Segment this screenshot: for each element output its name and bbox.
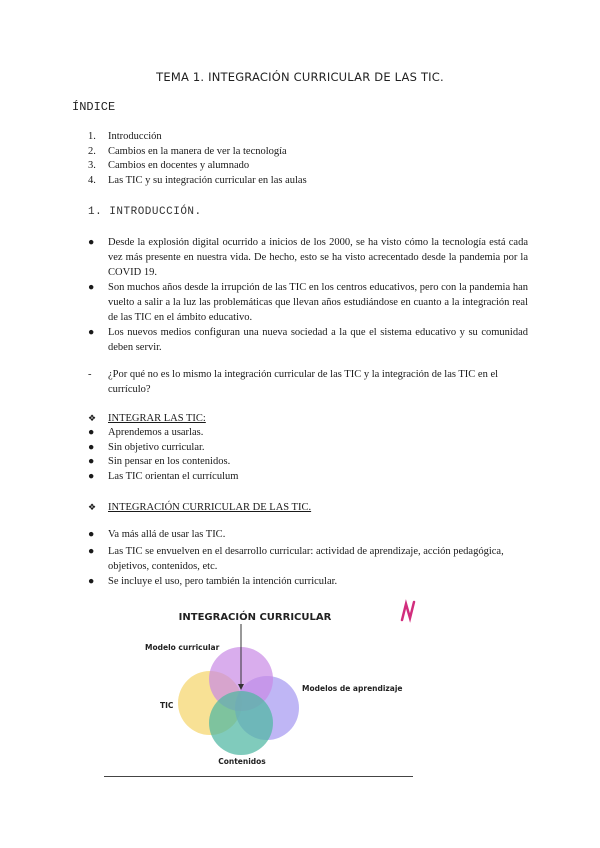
intro-paragraph: [88, 325, 528, 355]
integrar-list: [88, 426, 238, 484]
list-item-text: Las TIC orientan el currículum: [108, 470, 239, 482]
bullet-dot: ●: [88, 576, 95, 587]
diamond-bullet-icon: ❖: [88, 503, 97, 513]
list-item-text: Va más allá de usar las TIC.: [108, 529, 226, 540]
subheading-integracion-text: INTEGRACIÓN CURRICULAR DE LAS TIC.: [108, 502, 312, 513]
intro-paragraph-text: Desde la explosión digital ocurrido a inicios de los 2000, se ha visto cómo la tecnología está cada vez más presente en nuestra vida. De hecho, esto se ha visto acrecentado desde la pandemia por la COVID 19.: [108, 237, 528, 278]
index-item-number: 3.: [88, 160, 96, 171]
subheading-integracion: [88, 500, 311, 516]
section-heading-introduccion: 1. INTRODUCCIÓN.: [88, 206, 202, 218]
list-item: [88, 544, 528, 574]
list-item: [88, 426, 238, 441]
index-item-text: Cambios en la manera de ver la tecnología: [108, 145, 287, 157]
index-item-text: Introducción: [108, 131, 162, 142]
index-heading: ÍNDICE: [72, 100, 116, 114]
index-item: [88, 159, 307, 174]
intro-paragraph-text: Los nuevos medios configuran una nueva sociedad a la que el sistema educativo y su comunidad deben servir.: [108, 327, 528, 353]
question-text: ¿Por qué no es lo mismo la integración curricular de las TIC y la integración de las TIC en el currículo?: [108, 369, 499, 395]
dash-mark: -: [88, 369, 92, 380]
list-item: [88, 441, 238, 456]
index-item: [88, 174, 307, 189]
list-item: [88, 470, 238, 485]
index-item-number: 1.: [88, 131, 96, 142]
intro-paragraph-text: Son muchos años desde la irrupción de las TIC en los centros educativos, pero con la pandemia han vuelto a salir a la luz las problemáticas que llevan años estudiándose en cuanto a la integración real de las TIC en el ámbito educativo.: [108, 282, 528, 323]
label-tic: TIC: [160, 701, 174, 710]
intro-paragraph: [88, 235, 528, 280]
bullet-dot: ●: [88, 427, 95, 438]
bullet-dot: ●: [88, 327, 95, 338]
index-item: [88, 130, 307, 145]
bullet-dot: ●: [88, 441, 95, 453]
diamond-bullet-icon: ❖: [88, 414, 97, 424]
bullet-dot: ●: [88, 470, 95, 482]
bullet-dot: ●: [88, 529, 95, 540]
label-contenidos: Contenidos: [218, 757, 266, 766]
list-item: [88, 574, 528, 589]
index-item-text: Las TIC y su integración curricular en las aulas: [108, 174, 307, 186]
question-paragraph: [88, 367, 528, 397]
page-title: TEMA 1. INTEGRACIÓN CURRICULAR DE LAS TIC.: [156, 70, 444, 84]
index-item-number: 2.: [88, 145, 96, 157]
intro-paragraph: [88, 280, 528, 325]
index-item-text: Cambios en docentes y alumnado: [108, 160, 250, 171]
integration-venn-diagram: [140, 600, 440, 772]
list-item-text: Se incluye el uso, pero también la intención curricular.: [108, 576, 338, 587]
diagram-title: INTEGRACIÓN CURRICULAR: [178, 612, 332, 623]
list-item: [88, 527, 528, 542]
label-modelo-curricular: Modelo curricular: [145, 643, 220, 652]
list-item-text: Las TIC se envuelven en el desarrollo curricular: actividad de aprendizaje, acción pedagógica, objetivos, contenidos, etc.: [108, 546, 504, 572]
bullet-dot: ●: [88, 282, 95, 293]
list-item-text: Aprendemos a usarlas.: [108, 427, 204, 438]
label-modelos-aprendizaje: Modelos de aprendizaje: [302, 684, 403, 693]
index-item-number: 4.: [88, 174, 96, 186]
subheading-integrar: [88, 411, 206, 427]
bullet-dot: ●: [88, 237, 95, 248]
subheading-integrar-text: INTEGRAR LAS TIC:: [108, 413, 206, 424]
index-item: [88, 145, 307, 160]
list-item: [88, 455, 238, 470]
index-list: [88, 130, 307, 188]
list-item-text: Sin objetivo curricular.: [108, 441, 205, 453]
list-item-text: Sin pensar en los contenidos.: [108, 456, 231, 467]
bullet-dot: ●: [88, 546, 95, 557]
horizontal-divider: [104, 776, 413, 777]
bullet-dot: ●: [88, 456, 95, 467]
venn-circle-contenidos: [209, 691, 273, 755]
